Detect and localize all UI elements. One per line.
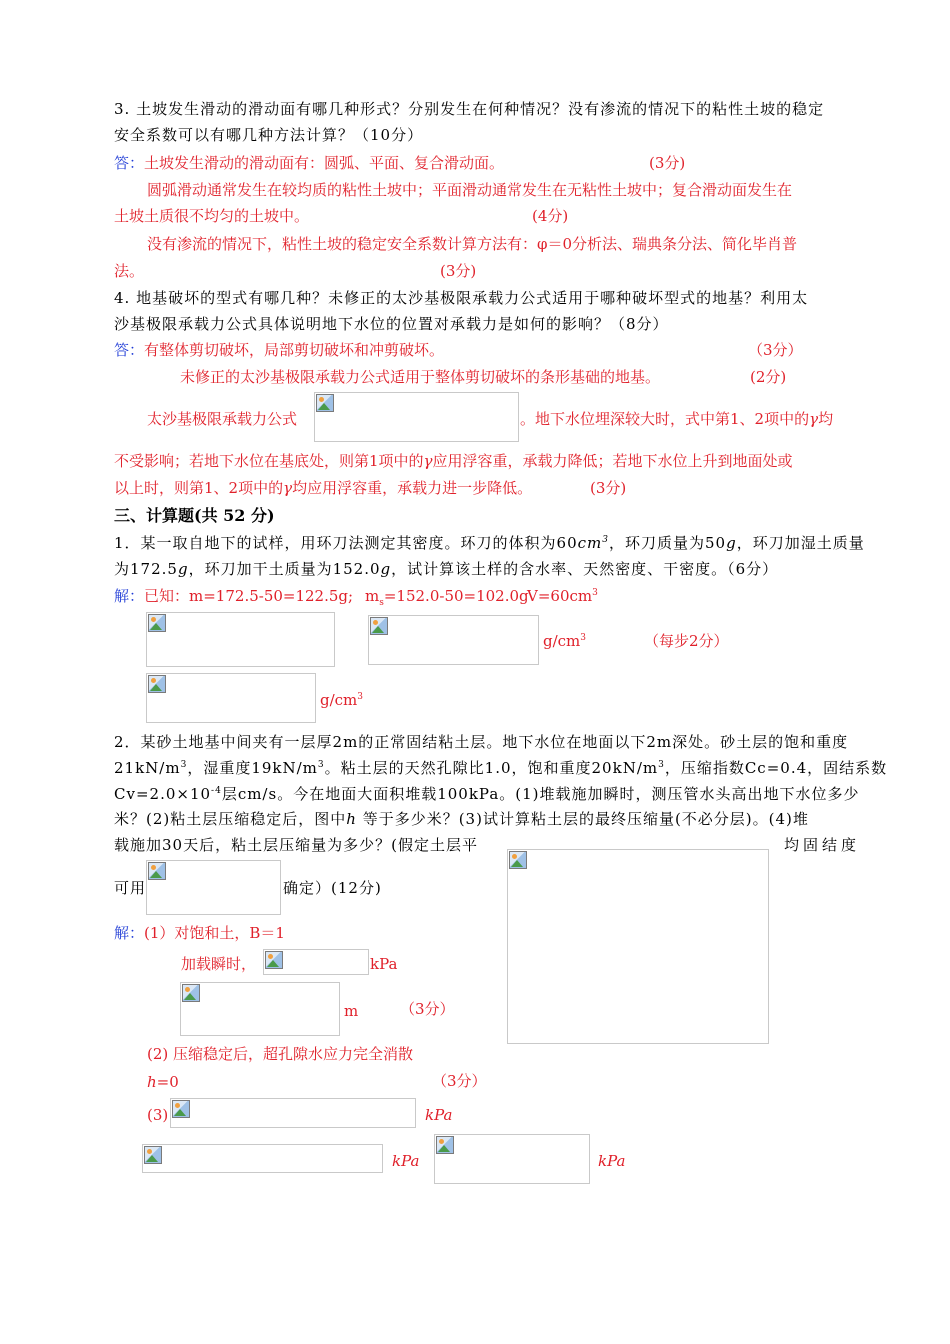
q3-line1: 3. 土坡发生滑动的滑动面有哪几种形式？分别发生在何种情况？没有渗流的情况下的粘性土坡的稳定 [114, 100, 825, 118]
c1-unit-g: g [726, 534, 737, 552]
c1-score: （每步2分） [644, 632, 729, 650]
c2-unit-m: m [344, 1002, 359, 1020]
stress-formula-image-2 [142, 1144, 383, 1173]
c2-line2-e: 。粘土层的天然孔隙比1.0，饱和重度20kN/m [324, 759, 659, 777]
pore-pressure-formula-image [263, 949, 369, 975]
broken-image-icon [316, 394, 334, 412]
c2-line5: 载施加30天后，粘土层压缩量为多少？(假定土层平 [114, 836, 478, 854]
q4-answer-line4 [114, 450, 793, 472]
c2-unit-kpa-2: kPa [425, 1106, 453, 1124]
c1-unit-g: g [380, 560, 392, 578]
c2-sol5: (3) [147, 1106, 169, 1124]
solution-label: 解： [114, 587, 145, 605]
q3-answer-line4: 没有渗流的情况下，粘性土坡的稳定安全系数计算方法有：φ＝0分析法、瑞典条分法、简化毕肖普 [147, 235, 798, 253]
c2-score-2: （3分） [432, 1072, 487, 1090]
c2-unit-kpa-3: kPa [392, 1152, 420, 1170]
c1-line2-a: 为172.5 [114, 560, 178, 578]
broken-image-icon [148, 614, 166, 632]
c2-line6-start: 可用 [114, 879, 147, 897]
c1-unit-dry-density-text: g/cm [320, 691, 358, 709]
c2-line3-a: Cv=2.0×10 [114, 785, 212, 803]
stress-formula-image-1 [170, 1098, 416, 1128]
q4-answer-line3-end [520, 408, 833, 430]
c2-line4-c: 等于多少米？(3)试计算粘土层的最终压缩量(不必分层)。(4)堆 [356, 810, 809, 828]
c2-sol2: 加载瞬时， [181, 955, 257, 973]
gamma-symbol: γ [423, 452, 433, 470]
gamma-symbol: γ [283, 479, 293, 497]
q4-line2: 沙基极限承载力公式具体说明地下水位的位置对承载力是如何的影响？（8分） [114, 315, 669, 333]
broken-image-icon [436, 1136, 454, 1154]
q4-answer1-score: （3分） [748, 341, 803, 359]
c2-line2-g: ，压缩指数Cc=0.4，固结系数 [664, 759, 888, 777]
c2-line2 [114, 757, 887, 779]
density-formula-image [368, 615, 539, 665]
c1-line2-c: ，环刀加干土质量为152.0 [188, 560, 381, 578]
c2-h-symbol: h [346, 810, 357, 828]
head-formula-image [180, 982, 340, 1036]
c2-line2-sup2: 3 [317, 760, 325, 770]
terzaghi-formula-image [314, 392, 519, 442]
c2-solution-1 [114, 922, 285, 944]
q4-answer-line3-text: 。地下水位埋深较大时，式中第1、2项中的 [520, 410, 810, 428]
soil-profile-figure [507, 849, 769, 1044]
broken-image-icon [265, 951, 283, 969]
broken-image-icon [144, 1146, 162, 1164]
c2-line6-end: 确定）(12分) [283, 879, 382, 897]
c2-sol4 [147, 1071, 179, 1093]
c1-unit-density-sup: 3 [580, 633, 587, 643]
c2-line3-sup: -4 [211, 786, 222, 796]
q4-answer-line5-c: 均应用浮容重，承载力进一步降低。 [292, 479, 533, 497]
c1-given-ms [365, 585, 529, 607]
q3-answer1-score: (3分) [649, 154, 686, 172]
c1-given-v-sup: 3 [592, 588, 598, 598]
broken-image-icon [148, 675, 166, 693]
q4-line1: 4. 地基破坏的型式有哪几种？未修正的太沙基极限承载力公式适用于哪种破坏型式的地基？利用太 [114, 289, 809, 307]
c1-given-v [527, 585, 598, 607]
q3-answer-text1: 土坡发生滑动的滑动面有：圆弧、平面、复合滑动面。 [144, 154, 505, 172]
c2-line4-a: 米？(2)粘土层压缩稳定后，图中 [114, 810, 347, 828]
answer-label: 答： [114, 154, 145, 172]
c2-sol4-val: =0 [156, 1073, 179, 1091]
broken-image-icon [182, 984, 200, 1002]
c2-line4 [114, 808, 809, 830]
c2-line3 [114, 783, 860, 805]
c1-solution-given [114, 585, 353, 607]
c1-line1 [114, 532, 865, 554]
c1-line2 [114, 558, 778, 580]
c2-line5-end: 均固结度 [784, 836, 861, 854]
c1-unit-density [543, 630, 586, 652]
c2-line3-c: 层cm/s。今在地面大面积堆载100kPa。(1)堆载施加瞬时，测压管水头高出地下水位多少 [221, 785, 860, 803]
c2-unit-kpa-1: kPa [370, 955, 398, 973]
q4-answer-line2: 未修正的太沙基极限承载力公式适用于整体剪切破坏的条形基础的地基。 [180, 368, 661, 386]
broken-image-icon [370, 617, 388, 635]
q4-answer2-score: (2分) [750, 368, 787, 386]
q3-answer3-score: (4分) [532, 207, 569, 225]
c1-line1-f: ，环刀加湿土质量 [736, 534, 865, 552]
q4-answer-line4-a: 不受影响；若地下水位在基底处，则第1项中的 [114, 452, 424, 470]
q3-answer5-score: (3分) [440, 262, 477, 280]
section-title: 三、计算题(共 52 分) [114, 506, 275, 525]
c2-line2-sup3: 3 [658, 760, 665, 770]
q4-answer-line5 [114, 477, 532, 499]
q3-answer-line2: 圆弧滑动通常发生在较均质的粘性土坡中；平面滑动通常发生在无粘性土坡中；复合滑动面发生在 [147, 181, 793, 199]
c2-line2-c: ，湿重度19kN/m [187, 759, 318, 777]
c2-sol1-text: (1）对饱和土，B＝1 [144, 924, 285, 942]
q4-answer-text1: 有整体剪切破坏，局部剪切破坏和冲剪破坏。 [144, 341, 445, 359]
q4-answer-line3-start: 太沙基极限承载力公式 [147, 410, 298, 428]
q4-answer-line3-tail: 均 [818, 410, 834, 428]
c1-given-v-val: V=60cm [527, 587, 593, 605]
c2-score-1: （3分） [400, 1000, 455, 1018]
c1-unit-sup: 3 [602, 535, 609, 545]
q4-answer-line1 [114, 339, 444, 361]
c2-h-symbol: h [147, 1073, 157, 1091]
c1-unit-cm: cm [577, 534, 603, 552]
q3-answer-line3: 土坡土质很不均匀的土坡中。 [114, 207, 310, 225]
q4-answer-line5-a: 以上时，则第1、2项中的 [114, 479, 284, 497]
solution-label: 解： [114, 924, 145, 942]
q3-line2: 安全系数可以有哪几种方法计算？（10分） [114, 126, 424, 144]
c2-line2-sup1: 3 [180, 760, 188, 770]
c1-unit-dry-density-sup: 3 [357, 692, 364, 702]
c1-unit-density-text: g/cm [543, 632, 581, 650]
q4-answer-line4-c: 应用浮容重，承载力降低；若地下水位上升到地面处或 [432, 452, 793, 470]
answer-label: 答： [114, 341, 145, 359]
consolidation-formula-image [146, 860, 281, 915]
c1-unit-g: g [177, 560, 189, 578]
c2-line2-a: 21kN/m [114, 759, 181, 777]
broken-image-icon [148, 862, 166, 880]
c2-unit-kpa-4: kPa [598, 1152, 626, 1170]
dry-density-formula-image [146, 673, 316, 723]
c1-given-ms-val: =152.0-50=102.0g [383, 587, 529, 605]
stress-formula-image-3 [434, 1134, 590, 1184]
c1-line1-a: 1．某一取自地下的试样，用环刀法测定其密度。环刀的体积为60 [114, 534, 578, 552]
gamma-symbol: γ [809, 410, 819, 428]
c1-unit-dry-density [320, 689, 363, 711]
c2-sol3: (2) 压缩稳定后，超孔隙水应力完全消散 [147, 1045, 414, 1063]
c1-given-ms-m: m [365, 587, 380, 605]
c2-line1: 2．某砂土地基中间夹有一层厚2m的正常固结粘土层。地下水位在地面以下2m深处。砂土层的饱和重度 [114, 733, 849, 751]
c1-line2-e: ，试计算该土样的含水率、天然密度、干密度。（6分） [391, 560, 779, 578]
c1-given-ms-sub: s [379, 598, 384, 608]
q3-answer-line1 [114, 152, 504, 174]
broken-image-icon [172, 1100, 190, 1118]
q3-answer-line5: 法。 [114, 262, 145, 280]
c1-given-m: 已知：m=172.5-50=122.5g; [144, 587, 354, 605]
q4-answer5-score: (3分) [590, 479, 627, 497]
water-content-formula-image [146, 612, 335, 667]
c1-line1-d: ，环刀质量为50 [609, 534, 727, 552]
broken-image-icon [509, 851, 527, 869]
